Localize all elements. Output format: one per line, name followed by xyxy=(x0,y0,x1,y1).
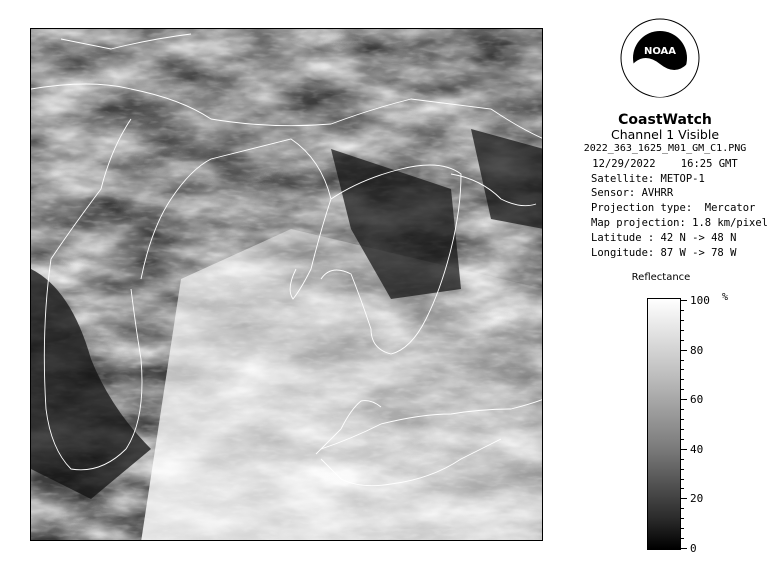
satellite-image-svg xyxy=(31,29,543,541)
info-sensor: Sensor: AVHRR xyxy=(591,187,674,200)
colorbar-minor-tick xyxy=(681,379,684,380)
colorbar-minor-tick xyxy=(681,340,684,341)
colorbar-minor-tick xyxy=(681,439,684,440)
info-projection-type: Projection type: Mercator xyxy=(591,202,756,215)
colorbar-minor-tick xyxy=(681,389,684,390)
noaa-logo xyxy=(620,18,700,98)
colorbar-minor-tick xyxy=(681,409,684,410)
colorbar-axis xyxy=(681,294,741,555)
scale-unit: % xyxy=(722,292,729,303)
product-datetime: 12/29/2022 16:25 GMT xyxy=(592,157,738,170)
reflectance-colorbar xyxy=(647,298,681,550)
info-satellite: Satellite: METOP-1 xyxy=(591,172,705,185)
colorbar-minor-tick xyxy=(681,518,684,519)
product-title: CoastWatch xyxy=(618,112,712,128)
product-info xyxy=(560,112,770,260)
info-longitude: Longitude: 87 W -> 78 W xyxy=(591,246,737,259)
colorbar-tick xyxy=(681,498,687,499)
info-map-projection: Map projection: 1.8 km/pixel xyxy=(591,216,769,229)
product-filename: 2022_363_1625_M01_GM_C1.PNG xyxy=(583,143,747,154)
colorbar-tick-label: 20 xyxy=(690,492,704,506)
colorbar-minor-tick xyxy=(681,320,684,321)
logo-text: NOAA xyxy=(643,46,677,57)
colorbar-tick xyxy=(681,350,687,351)
colorbar-tick-label: 100 xyxy=(690,294,710,307)
colorbar-tick-label: 80 xyxy=(690,343,704,357)
colorbar-tick-label: 40 xyxy=(690,442,704,456)
colorbar-tick xyxy=(681,399,687,400)
colorbar-tick xyxy=(681,449,687,450)
colorbar-minor-tick xyxy=(681,538,684,539)
colorbar-minor-tick xyxy=(681,310,684,311)
colorbar-tick-label: 0 xyxy=(690,542,697,555)
colorbar-minor-tick xyxy=(681,469,684,470)
colorbar-minor-tick xyxy=(681,488,684,489)
colorbar-tick xyxy=(681,548,687,549)
colorbar-tick xyxy=(681,300,687,301)
info-latitude: Latitude : 42 N -> 48 N xyxy=(591,231,737,244)
product-channel: Channel 1 Visible xyxy=(610,127,720,142)
colorbar-minor-tick xyxy=(681,360,684,361)
colorbar-minor-tick xyxy=(681,479,684,480)
satellite-image xyxy=(30,28,543,541)
colorbar-minor-tick xyxy=(681,528,684,529)
colorbar-minor-tick xyxy=(681,330,684,331)
colorbar-tick-label: 60 xyxy=(690,393,704,407)
colorbar-minor-tick xyxy=(681,429,684,430)
scale-title: Reflectance xyxy=(631,272,691,283)
colorbar-minor-tick xyxy=(681,508,684,509)
colorbar-minor-tick xyxy=(681,459,684,460)
colorbar-minor-tick xyxy=(681,369,684,370)
colorbar-minor-tick xyxy=(681,419,684,420)
